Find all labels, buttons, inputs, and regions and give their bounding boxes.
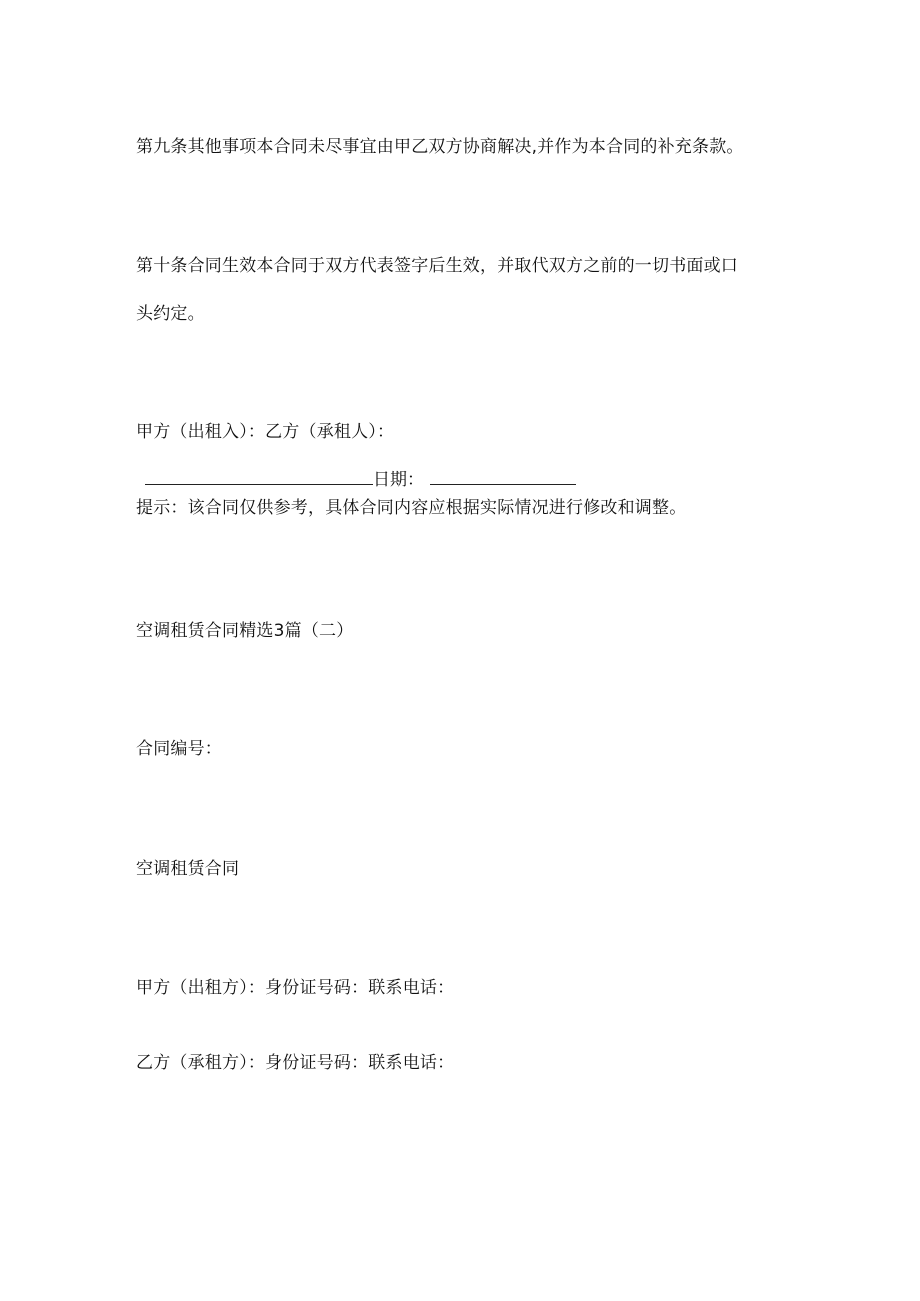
signature-date-row [145, 466, 576, 490]
date-label: 日期： [373, 470, 424, 490]
party-b-info-line: 乙方（承租方）：身份证号码：联系电话： [136, 1053, 455, 1073]
contract-number-label: 合同编号： [136, 739, 222, 759]
article-9-text: 第九条其他事项本合同未尽事宜由甲乙双方协商解决,并作为本合同的补充条款。 [136, 137, 744, 157]
article-10-text-line2: 头约定。 [136, 304, 205, 324]
contract-title: 空调租赁合同 [136, 859, 240, 879]
party-a-info-line: 甲方（出租方）：身份证号码：联系电话： [136, 978, 455, 998]
section-title: 空调租赁合同精选3篇（二） [136, 621, 354, 641]
signature-blank [145, 466, 373, 485]
article-10-text-line1: 第十条合同生效本合同于双方代表签字后生效，并取代双方之前的一切书面或口 [136, 256, 738, 276]
date-blank [430, 466, 576, 485]
parties-signature-line: 甲方（出租入）：乙方（承租人）： [136, 422, 395, 442]
tip-text: 提示：该合同仅供参考，具体合同内容应根据实际情况进行修改和调整。 [136, 498, 687, 518]
